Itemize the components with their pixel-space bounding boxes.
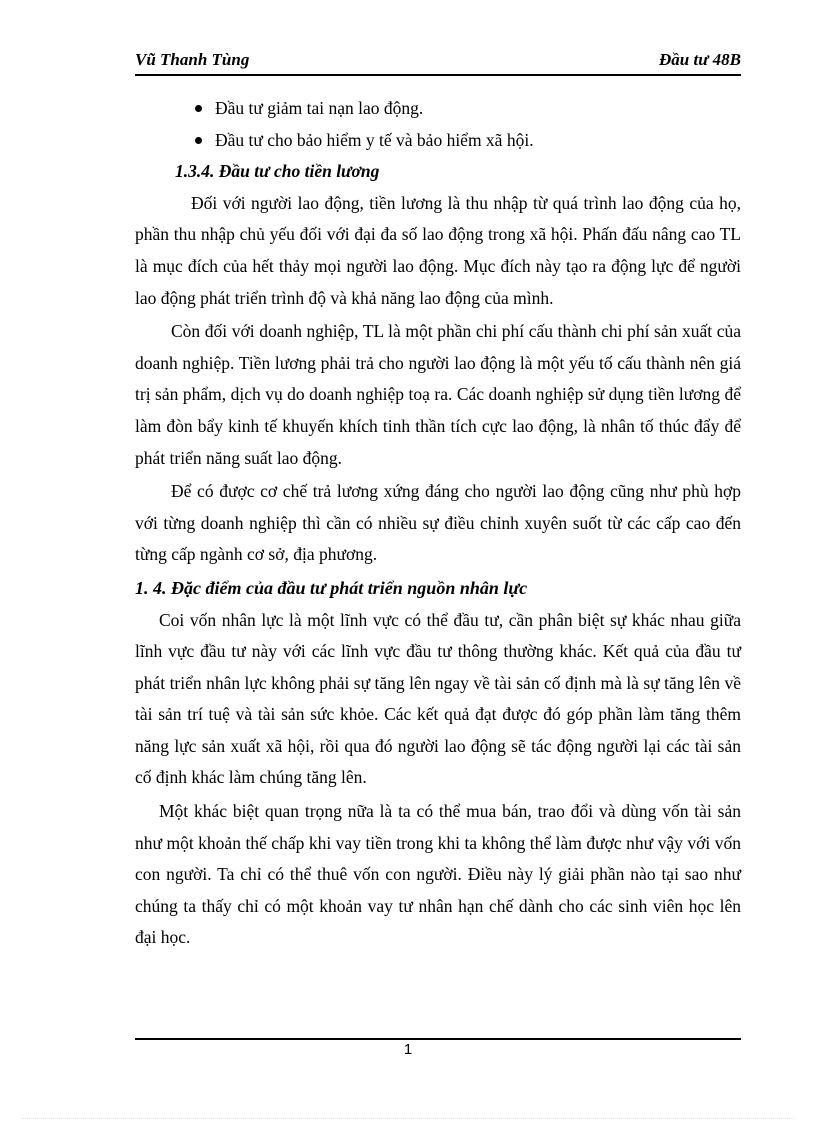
- list-item: [135, 93, 741, 125]
- header-author: Vũ Thanh Tùng: [135, 50, 250, 69]
- section-heading: 1. 4. Đặc điểm của đầu tư phát triển nguồn nhân lực: [135, 577, 528, 598]
- page-number: 1: [403, 1041, 413, 1058]
- page-bottom-edge: [22, 1118, 794, 1119]
- subsection-heading: 1.3.4. Đầu tư cho tiền lương: [175, 161, 380, 182]
- header-class: Đầu tư 48B: [659, 50, 741, 69]
- footer-divider: [135, 1038, 741, 1040]
- paragraph: Một khác biệt quan trọng nữa là ta có thể mua bán, trao đổi và dùng vốn tài sản như một khoản thế chấp khi vay tiền trong khi ta không thể làm được như vậy với vốn con người. Ta chỉ có thể thuê vốn con người. Điều này lý giải phần nào tại sao như chúng ta thấy chỉ có một khoản vay tư nhân hạn chế dành cho các sinh viên học lên đại học.: [135, 801, 741, 948]
- page-header: [135, 46, 741, 76]
- page-body: [135, 93, 741, 956]
- bullet-icon: [195, 105, 202, 112]
- paragraph: Coi vốn nhân lực là một lĩnh vực có thể đầu tư, cần phân biệt sự khác nhau giữa lĩnh vực đầu tư này với các lĩnh vực đầu tư thông thường khác. Kết quả của đầu tư phát triển nhân lực không phải sự tăng lên ngay về tài sản cố định mà là sự tăng lên về tài sản trí tuệ và tài sản sức khỏe. Các kết quả đạt được đó góp phần làm tăng thêm năng lực sản xuất xã hội, rồi qua đó người lao động sẽ tác động người lại các tài sản cố định khác làm chúng tăng lên.: [135, 609, 741, 788]
- bullet-icon: [195, 137, 202, 144]
- list-item: [135, 125, 741, 157]
- paragraph: Còn đối với doanh nghiệp, TL là một phần chi phí cấu thành chi phí sản xuất của doanh nghiệp. Tiền lương phải trả cho người lao động là một yếu tố cấu thành nên giá trị sản phẩm, dịch vụ do doanh nghiệp toạ ra. Các doanh nghiệp sử dụng tiền lương để làm đòn bẩy kinh tế khuyến khích tinh thần tích cực lao động, là nhân tố thúc đẩy để phát triển năng suất lao động.: [135, 321, 741, 468]
- paragraph: Để có được cơ chế trả lương xứng đáng cho người lao động cũng như phù hợp với từng doanh nghiệp thì cần có nhiều sự điều chỉnh xuyên suốt từ các cấp cao đến từng cấp ngành cơ sở, địa phương.: [135, 481, 741, 565]
- paragraph: Đối với người lao động, tiền lương là thu nhập từ quá trình lao động của họ, phần thu nhập chủ yếu đối với đại đa số lao động trong xã hội. Phấn đấu nâng cao TL là mục đích của hết thảy mọi người lao động. Mục đích này tạo ra động lực để người lao động phát triển trình độ và khả năng lao động của mình.: [135, 192, 741, 308]
- bullet-text: Đầu tư giảm tai nạn lao động.: [215, 98, 424, 118]
- bullet-text: Đầu tư cho bảo hiểm y tế và bảo hiểm xã hội.: [215, 129, 534, 150]
- bullet-list: [135, 93, 741, 156]
